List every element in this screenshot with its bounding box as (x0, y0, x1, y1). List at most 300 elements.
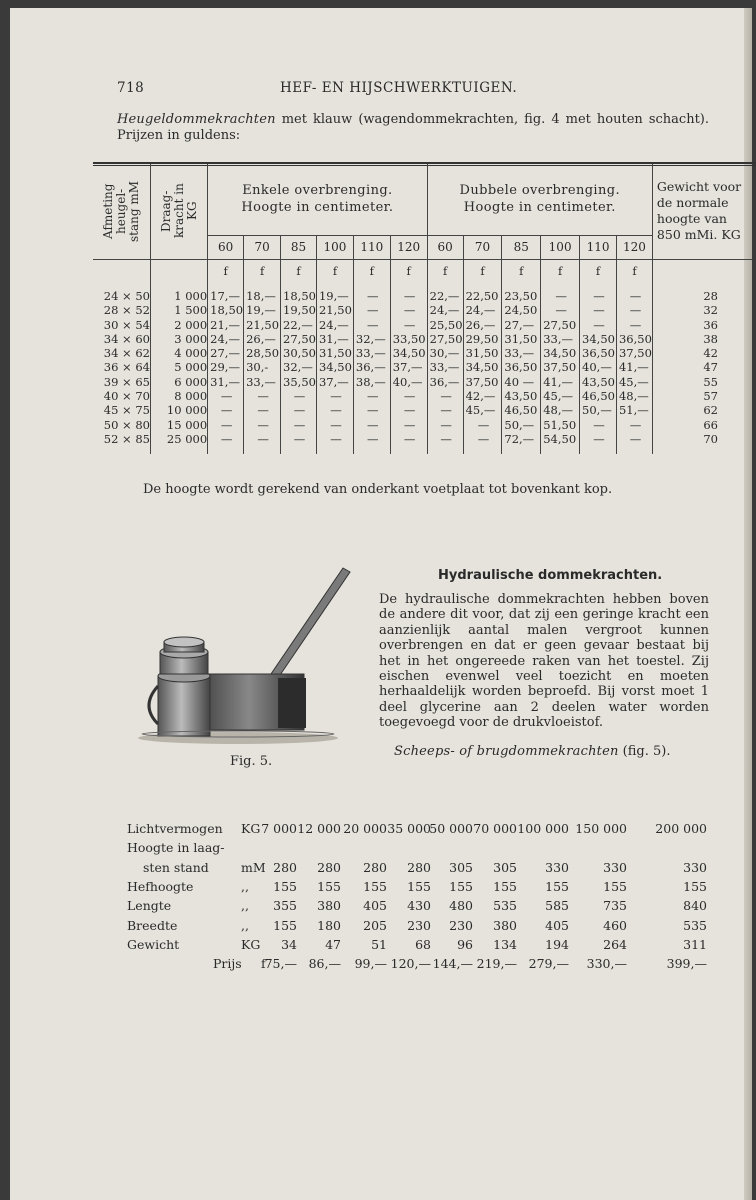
spec-value: 460 (603, 917, 627, 933)
currency-mark: f (353, 259, 390, 283)
spec-value: 330 (603, 859, 627, 875)
spec-value: 399,— (666, 956, 707, 972)
spec-label: Hoogte in laag- (127, 840, 225, 856)
table-row (93, 318, 752, 332)
cell-gewicht: 57 (703, 389, 718, 404)
spec-value: 47 (325, 936, 341, 952)
spec-label: Prijs (213, 956, 242, 972)
cell-enkele: 36,— (353, 360, 390, 374)
currency-mark: f (390, 259, 427, 283)
spec-value: 155 (317, 878, 341, 894)
header-draagkracht (150, 164, 207, 259)
cell-enkele: 34,50 (390, 346, 427, 360)
cell-dubbele: 24,50 (502, 303, 541, 317)
cell-dubbele: — (580, 283, 617, 303)
spacer-cell (390, 446, 427, 454)
spec-value: 100 000 (517, 821, 569, 836)
hydraulic-jack-figure (128, 566, 358, 746)
cell-afmeting: 40 × 70 (93, 389, 150, 403)
table-note: De hoogte wordt gerekend van onderkant voetplaat tot bovenkant kop. (143, 482, 613, 497)
cell-dubbele: — (616, 303, 652, 317)
cell-draagkracht: 6 000 (150, 375, 207, 389)
cell-dubbele: 31,50 (463, 346, 502, 360)
spec-value: 70 000 (473, 821, 517, 836)
cell-enkele: 26,— (244, 332, 281, 346)
currency-mark: f (502, 259, 541, 283)
enk-height-120: 120 (390, 235, 427, 259)
cell-dubbele: 43,50 (580, 375, 617, 389)
cell-enkele: — (390, 389, 427, 403)
table-row (93, 403, 752, 417)
cell-dubbele: 45,— (616, 375, 652, 389)
cell-enkele: 31,50 (316, 346, 353, 360)
cell-enkele: 34,50 (316, 360, 353, 374)
cell-draagkracht: 15 000 (150, 418, 207, 432)
spacer-cell (541, 446, 580, 454)
cell-enkele: — (390, 318, 427, 332)
cell-dubbele: 41,— (541, 375, 580, 389)
cell-dubbele: — (616, 318, 652, 332)
cell-dubbele: 34,50 (463, 360, 502, 374)
cell-dubbele: 24,— (463, 303, 502, 317)
cell-enkele: — (353, 432, 390, 446)
cell-gewicht: 38 (703, 331, 718, 346)
cell-enkele: 28,50 (244, 346, 281, 360)
cell-enkele: 22,— (281, 318, 317, 332)
cell-enkele: 40,— (390, 375, 427, 389)
cell-dubbele: 40,— (580, 360, 617, 374)
cell-dubbele: — (541, 303, 580, 317)
section-body: De hydraulische dommekrachten hebben boven de andere dit voor, dat zij een geringe kracht een aanzienlijk aantal malen vergroot kunnen overbrengen en dat er geen gevaar bestaat bij het in het ongereede raken van het toestel. Zij eischen evenwel veel toezicht en moeten herhaaldelijk worden beproefd. Bij vorst moet 1 deel glycerine aan 2 deelen water worden toegevoegd voor de drukvloeistof. (379, 592, 709, 731)
spec-value: 120,— (390, 956, 431, 972)
spec-unit: f (261, 956, 266, 972)
cell-enkele: 21,— (208, 318, 244, 332)
spec-row (127, 918, 711, 936)
cell-dubbele: — (463, 432, 502, 446)
spec-value: 20 000 (343, 821, 387, 836)
cell-dubbele: 48,— (541, 403, 580, 417)
cell-enkele: — (316, 389, 353, 403)
enk-height-100: 100 (316, 235, 353, 259)
section-subtitle (394, 744, 670, 759)
cell-enkele: 27,50 (281, 332, 317, 346)
section-title: Hydraulische dommekrachten. (438, 568, 663, 583)
cell-gewicht: 66 (703, 417, 718, 432)
table-row (93, 360, 752, 374)
spec-value: 280 (407, 859, 431, 875)
spec-row (127, 956, 711, 974)
cell-enkele: 33,50 (390, 332, 427, 346)
spec-value: 155 (683, 878, 707, 894)
cell-dubbele: 41,— (616, 360, 652, 374)
spec-value: 155 (493, 878, 517, 894)
cell-draagkracht: 5 000 (150, 360, 207, 374)
spec-value: 155 (449, 878, 473, 894)
cell-draagkracht: 4 000 (150, 346, 207, 360)
cell-enkele: — (390, 303, 427, 317)
cell-enkele: — (208, 389, 244, 403)
spec-value: 280 (363, 859, 387, 875)
spec-value: 50 000 (429, 821, 473, 836)
spec-value: 840 (683, 898, 707, 914)
currency-mark: f (316, 259, 353, 283)
spec-label: Lichtvermogen (127, 821, 223, 836)
cell-draagkracht: 8 000 (150, 389, 207, 403)
cell-enkele: — (353, 403, 390, 417)
spec-label: Lengte (127, 898, 172, 914)
header-enkele: Enkele overbrenging. Hoogte in centimeter. (208, 164, 427, 235)
currency-mark: f (541, 259, 580, 283)
spacer-cell (652, 446, 752, 454)
cell-dubbele: — (616, 283, 652, 303)
table-row (93, 346, 752, 360)
cell-gewicht: 55 (703, 374, 718, 389)
spec-row (127, 840, 711, 858)
cell-dubbele: 29,50 (463, 332, 502, 346)
cell-enkele: — (244, 432, 281, 446)
spec-row (127, 879, 711, 897)
spacer-cell (616, 446, 652, 454)
spec-value: 155 (273, 878, 297, 894)
cell-gewicht: 62 (703, 403, 718, 418)
spec-value: 585 (545, 898, 569, 914)
cell-enkele: — (316, 403, 353, 417)
spec-value: 480 (449, 898, 473, 914)
spec-row (127, 898, 711, 916)
cell-enkele: 37,— (316, 375, 353, 389)
cell-afmeting: 45 × 75 (93, 403, 150, 417)
spec-unit: KG (241, 936, 261, 952)
cell-enkele: — (353, 418, 390, 432)
spec-unit: ,, (241, 898, 249, 914)
spec-value: 405 (545, 917, 569, 933)
dub-height-100: 100 (541, 235, 580, 259)
dub-height-60: 60 (427, 235, 463, 259)
spec-row (127, 860, 711, 878)
table-row (93, 375, 752, 389)
spec-unit: ,, (241, 917, 249, 933)
cell-enkele: — (281, 432, 317, 446)
cell-dubbele: — (616, 432, 652, 446)
cell-gewicht: 36 (703, 317, 718, 332)
cell-dubbele: 43,50 (502, 389, 541, 403)
page-number: 718 (117, 80, 145, 96)
spec-value: 194 (545, 936, 569, 952)
cell-gewicht: 32 (703, 303, 718, 318)
cell-dubbele: 36,50 (616, 332, 652, 346)
cell-dubbele: — (580, 303, 617, 317)
spec-unit: KG (241, 821, 261, 836)
header-afmeting-text: Afmeting heugel- stang mM (100, 180, 141, 242)
cell-enkele: 24,— (208, 332, 244, 346)
cell-dubbele: — (463, 418, 502, 432)
cell-enkele: 18,50 (281, 283, 317, 303)
table-bottom-spacer (93, 446, 752, 454)
cell-enkele: — (281, 403, 317, 417)
cell-enkele: 19,— (244, 303, 281, 317)
cell-enkele: — (390, 403, 427, 417)
cell-enkele: 33,— (244, 375, 281, 389)
cell-enkele: — (208, 432, 244, 446)
cell-dubbele: 46,50 (580, 389, 617, 403)
currency-mark: f (208, 259, 244, 283)
enk-height-85: 85 (281, 235, 317, 259)
currency-mark: f (616, 259, 652, 283)
spec-value: 155 (273, 917, 297, 933)
spec-value: 280 (273, 859, 297, 875)
cell-afmeting: 34 × 60 (93, 332, 150, 346)
currency-spacer (93, 259, 150, 283)
cell-dubbele: — (580, 318, 617, 332)
cell-enkele: 17,— (208, 283, 244, 303)
cell-enkele: 31,— (208, 375, 244, 389)
cell-dubbele: 42,— (463, 389, 502, 403)
spec-label: Hefhoogte (127, 878, 194, 894)
currency-spacer (150, 259, 207, 283)
cell-dubbele: 45,— (541, 389, 580, 403)
cell-dubbele: 22,50 (463, 283, 502, 303)
cell-draagkracht: 1 000 (150, 283, 207, 303)
cell-dubbele: — (580, 432, 617, 446)
cell-dubbele: 25,50 (427, 318, 463, 332)
spec-row (127, 937, 711, 955)
cell-dubbele: — (580, 418, 617, 432)
cell-dubbele: 54,50 (541, 432, 580, 446)
cell-enkele: — (316, 418, 353, 432)
spec-value: 430 (407, 898, 431, 914)
cell-enkele: — (353, 318, 390, 332)
cell-enkele: — (316, 432, 353, 446)
cell-dubbele: 36,50 (580, 346, 617, 360)
cell-dubbele: 26,— (463, 318, 502, 332)
cell-dubbele: 37,50 (541, 360, 580, 374)
spec-unit: mM (241, 859, 266, 875)
header-dubbele: Dubbele overbrenging. Hoogte in centimeter. (427, 164, 652, 235)
cell-draagkracht: 10 000 (150, 403, 207, 417)
cell-enkele: 30,- (244, 360, 281, 374)
spec-value: 155 (603, 878, 627, 894)
cell-afmeting: 52 × 85 (93, 432, 150, 446)
spec-value: 279,— (528, 956, 569, 972)
cell-enkele: 18,— (244, 283, 281, 303)
cell-enkele: — (244, 389, 281, 403)
spec-value: 535 (493, 898, 517, 914)
subtitle-italic: Scheeps- of brugdommekrachten (394, 744, 619, 759)
cell-dubbele: 22,— (427, 283, 463, 303)
cell-gewicht: 28 (703, 289, 718, 303)
spec-value: 735 (603, 898, 627, 914)
cell-dubbele: 27,— (502, 318, 541, 332)
spec-label: Breedte (127, 917, 178, 933)
cell-dubbele: 51,— (616, 403, 652, 417)
currency-mark: f (463, 259, 502, 283)
cell-dubbele: 33,— (502, 346, 541, 360)
cell-enkele: 32,— (281, 360, 317, 374)
spec-value: 330 (683, 859, 707, 875)
cell-dubbele: 34,50 (541, 346, 580, 360)
table-row (93, 432, 752, 446)
header-draagkracht-text: Draag- kracht in KG (158, 183, 199, 239)
cell-dubbele: 37,50 (616, 346, 652, 360)
intro-text: met klauw (wagendommekrachten, fig. 4 met houten schacht). Prijzen in guldens: (117, 112, 709, 143)
cell-afmeting: 28 × 52 (93, 303, 150, 317)
spec-value: 219,— (476, 956, 517, 972)
cell-dubbele: — (427, 403, 463, 417)
spec-value: 180 (317, 917, 341, 933)
cell-draagkracht: 3 000 (150, 332, 207, 346)
cell-enkele: — (244, 418, 281, 432)
table-row (93, 283, 752, 303)
enk-height-60: 60 (208, 235, 244, 259)
cell-enkele: 33,— (353, 346, 390, 360)
cell-dubbele: 46,50 (502, 403, 541, 417)
cell-dubbele: 31,50 (502, 332, 541, 346)
cell-dubbele: 33,— (427, 360, 463, 374)
spec-value: 155 (545, 878, 569, 894)
spacer-cell (316, 446, 353, 454)
spec-value: 7 000 (261, 821, 297, 836)
running-header (10, 80, 752, 100)
cell-dubbele: 34,50 (580, 332, 617, 346)
spec-value: 150 000 (575, 821, 627, 836)
spec-value: 75,— (264, 956, 297, 972)
spec-label: sten stand (143, 859, 209, 875)
spacer-cell (93, 446, 150, 454)
cell-draagkracht: 25 000 (150, 432, 207, 446)
cell-dubbele: 24,— (427, 303, 463, 317)
cell-afmeting: 50 × 80 (93, 418, 150, 432)
cell-dubbele: 48,— (616, 389, 652, 403)
spacer-cell (463, 446, 502, 454)
subtitle-rest: (fig. 5). (618, 744, 671, 759)
currency-mark: f (281, 259, 317, 283)
price-table (93, 164, 752, 454)
spec-row (127, 821, 711, 839)
cell-enkele: 37,— (390, 360, 427, 374)
cell-dubbele: 37,50 (463, 375, 502, 389)
cell-enkele: 35,50 (281, 375, 317, 389)
cell-dubbele: 30,— (427, 346, 463, 360)
cell-draagkracht: 2 000 (150, 318, 207, 332)
cell-dubbele: 45,— (463, 403, 502, 417)
cell-dubbele: 50,— (580, 403, 617, 417)
cell-dubbele: — (427, 432, 463, 446)
cell-dubbele: — (541, 283, 580, 303)
spec-value: 535 (683, 917, 707, 933)
spec-value: 230 (407, 917, 431, 933)
spec-value: 200 000 (655, 821, 707, 836)
header-gewicht: Gewicht voor de normale hoogte van 850 mMi. KG (656, 179, 742, 243)
cell-enkele: 24,— (316, 318, 353, 332)
cell-enkele: 31,— (316, 332, 353, 346)
spec-value: 355 (273, 898, 297, 914)
enk-height-70: 70 (244, 235, 281, 259)
table-body (93, 283, 752, 454)
cell-dubbele: — (427, 389, 463, 403)
figure-caption: Fig. 5. (230, 754, 273, 769)
page-title: HEF- EN HIJSCHWERKTUIGEN. (280, 80, 518, 96)
spec-value: 99,— (354, 956, 387, 972)
currency-mark: f (427, 259, 463, 283)
currency-row (93, 259, 752, 283)
cell-enkele: 19,50 (281, 303, 317, 317)
table-row (93, 418, 752, 432)
cell-gewicht: 42 (703, 346, 718, 361)
spec-value: 380 (493, 917, 517, 933)
table-row (93, 389, 752, 403)
cell-dubbele: 72,— (502, 432, 541, 446)
cell-afmeting: 24 × 50 (93, 283, 150, 303)
cell-afmeting: 34 × 62 (93, 346, 150, 360)
cell-afmeting: 36 × 64 (93, 360, 150, 374)
spacer-cell (281, 446, 317, 454)
cell-enkele: 29,— (208, 360, 244, 374)
cell-enkele: — (353, 283, 390, 303)
currency-mark: f (244, 259, 281, 283)
cell-enkele: 18,50 (208, 303, 244, 317)
spec-value: 155 (407, 878, 431, 894)
intro-paragraph (117, 112, 709, 144)
spec-label: Gewicht (127, 936, 180, 952)
cell-enkele: 21,50 (244, 318, 281, 332)
cell-dubbele: 27,50 (541, 318, 580, 332)
dub-height-70: 70 (463, 235, 502, 259)
cell-enkele: 30,50 (281, 346, 317, 360)
cell-enkele: 32,— (353, 332, 390, 346)
spec-value: 34 (281, 936, 297, 952)
spec-value: 405 (363, 898, 387, 914)
dub-height-120: 120 (616, 235, 652, 259)
cell-enkele: 21,50 (316, 303, 353, 317)
cell-enkele: 27,— (208, 346, 244, 360)
cell-dubbele: 33,— (541, 332, 580, 346)
cell-enkele: — (281, 418, 317, 432)
cell-dubbele: 36,— (427, 375, 463, 389)
cell-afmeting: 39 × 65 (93, 375, 150, 389)
spacer-cell (244, 446, 281, 454)
dub-height-110: 110 (580, 235, 617, 259)
spacer-cell (353, 446, 390, 454)
cell-enkele: — (208, 403, 244, 417)
cell-enkele: 19,— (316, 283, 353, 303)
cell-dubbele: 36,50 (502, 360, 541, 374)
enk-height-110: 110 (353, 235, 390, 259)
spacer-cell (150, 446, 207, 454)
spec-value: 12 000 (297, 821, 341, 836)
spec-value: 68 (415, 936, 431, 952)
spec-value: 280 (317, 859, 341, 875)
spec-value: 205 (363, 917, 387, 933)
cell-enkele: — (208, 418, 244, 432)
cell-dubbele: 23,50 (502, 283, 541, 303)
cell-dubbele: — (616, 418, 652, 432)
currency-spacer (652, 259, 752, 283)
cell-enkele: 38,— (353, 375, 390, 389)
table-row (93, 332, 752, 346)
cell-enkele: — (390, 418, 427, 432)
cell-enkele: — (353, 303, 390, 317)
cell-gewicht: 47 (703, 360, 718, 375)
cell-enkele: — (281, 389, 317, 403)
spec-value: 51 (371, 936, 387, 952)
spec-value: 96 (457, 936, 473, 952)
cell-enkele: — (353, 389, 390, 403)
spec-unit: ,, (241, 878, 249, 894)
cell-afmeting: 30 × 54 (93, 318, 150, 332)
cell-gewicht: 70 (703, 431, 718, 446)
spec-value: 264 (603, 936, 627, 952)
dub-height-85: 85 (502, 235, 541, 259)
